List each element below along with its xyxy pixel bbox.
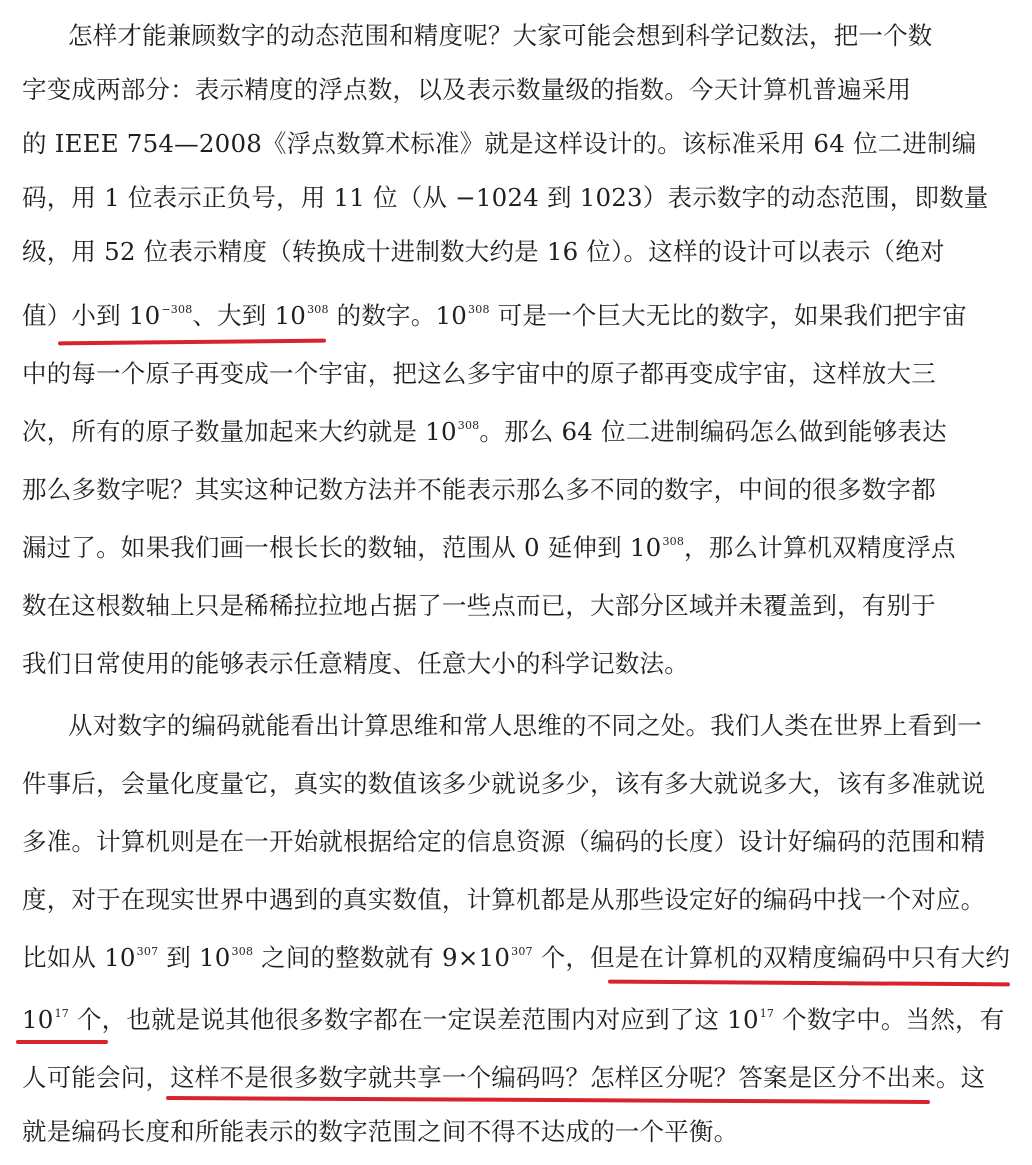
- paragraph-line: [22, 412, 1012, 452]
- exponent: 308: [662, 535, 685, 548]
- text-run: 漏过了。如果我们画一根长长的数轴，范围从 0 延伸到 10: [22, 533, 662, 562]
- text-run: 。那么 64 位二进制编码怎么做到能够表达: [479, 417, 947, 446]
- paragraph-line: 我们日常使用的能够表示任意精度、任意大小的科学记数法。: [22, 649, 689, 678]
- text-run: 的数字。10: [328, 301, 468, 330]
- paragraph-line: 从对数字的编码就能看出计算思维和常人思维的不同之处。我们人类在世界上看到一: [68, 711, 982, 740]
- text-run: 个，也就是说其他很多数字都在一定误差范围内对应到了这 10: [68, 1005, 759, 1034]
- paragraph-line: 码，用 1 位表示正负号，用 11 位（从 −1024 到 1023）表示数字的动态范围，即数量: [22, 183, 989, 212]
- exponent: 308: [307, 303, 329, 316]
- paragraph-line: 就是编码长度和所能表示的数字范围之间不得不达成的一个平衡。: [22, 1117, 739, 1146]
- text-run: 可是一个巨大无比的数字，如果我们把宇宙: [489, 301, 967, 330]
- text-run: 次，所有的原子数量加起来大约就是 10: [22, 417, 457, 446]
- text-run: 个数字中。当然，有: [774, 1005, 1005, 1034]
- paragraph-line: 数在这根数轴上只是稀稀拉拉地占据了一些点而已，大部分区域并未覆盖到，有别于: [22, 591, 936, 620]
- text-run: 之间的整数就有 9×10: [253, 943, 511, 972]
- red-underline-annotation: [58, 339, 326, 346]
- text-run: 到 10: [158, 943, 231, 972]
- text-run: 值）小到 10: [22, 301, 161, 330]
- exponent: 307: [511, 945, 533, 958]
- exponent: −308: [161, 303, 193, 316]
- text-run: 、大到 10: [192, 301, 307, 330]
- paragraph-line: [22, 296, 1012, 336]
- exponent: 308: [468, 303, 490, 316]
- text-run: ，那么计算机双精度浮点: [684, 533, 956, 562]
- paragraph-line: 度，对于在现实世界中遇到的真实数值，计算机都是从那些设定好的编码中找一个对应。: [22, 885, 986, 914]
- exponent: 17: [759, 1007, 775, 1020]
- paragraph-line: 多准。计算机则是在一开始就根据给定的信息资源（编码的长度）设计好编码的范围和精: [22, 827, 986, 856]
- text-run: 比如从 10: [22, 943, 136, 972]
- exponent: 308: [231, 945, 254, 958]
- exponent: 308: [457, 419, 480, 432]
- paragraph-line: 怎样才能兼顾数字的动态范围和精度呢？大家可能会想到科学记数法，把一个数: [68, 21, 933, 50]
- paragraph-line: 的 IEEE 754—2008《浮点数算术标准》就是这样设计的。该标准采用 64 位二进制编: [22, 129, 977, 158]
- exponent: 17: [54, 1007, 69, 1020]
- text-run: 10: [22, 1005, 54, 1034]
- paragraph-line: 字变成两部分：表示精度的浮点数，以及表示数量级的指数。今天计算机普遍采用: [22, 75, 912, 104]
- red-underline-annotation: [16, 1040, 108, 1044]
- text-run: 个，但是在计算机的双精度编码中只有大约: [532, 943, 1011, 972]
- paragraph-line: 级，用 52 位表示精度（转换成十进制数大约是 16 位）。这样的设计可以表示（绝对: [22, 237, 945, 266]
- paragraph-line: 那么多数字呢？其实这种记数方法并不能表示那么多不同的数字，中间的很多数字都: [22, 475, 936, 504]
- red-underline-annotation: [608, 980, 1010, 987]
- paragraph-line: 中的每一个原子再变成一个宇宙，把这么多宇宙中的原子都再变成宇宙，这样放大三: [22, 359, 936, 388]
- paragraph-line: 人可能会问，这样不是很多数字就共享一个编码吗？怎样区分呢？答案是区分不出来。这: [22, 1063, 986, 1092]
- paragraph-line: 件事后，会量化度量它，真实的数值该多少就说多少，该有多大就说多大，该有多准就说: [22, 769, 986, 798]
- paragraph-line: [22, 1000, 1012, 1040]
- paragraph-line: [22, 938, 1012, 978]
- paragraph-line: [22, 528, 1012, 568]
- exponent: 307: [136, 945, 159, 958]
